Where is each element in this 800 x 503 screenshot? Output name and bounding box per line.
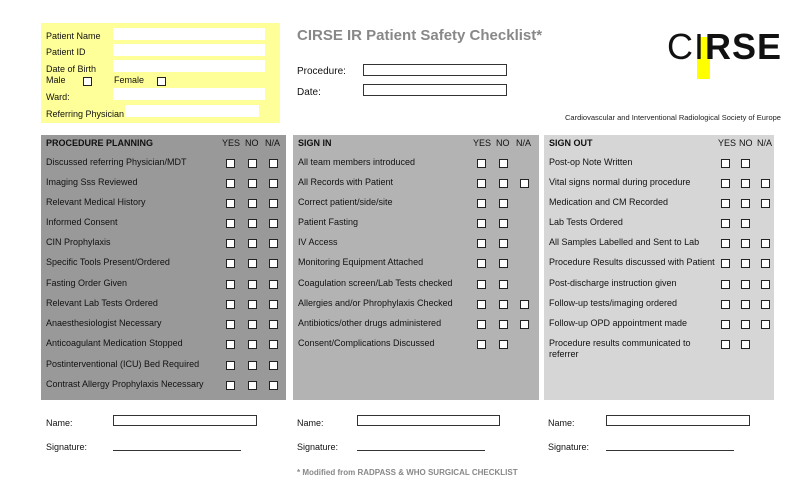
- na-checkbox[interactable]: [269, 259, 278, 268]
- yes-checkbox[interactable]: [226, 300, 235, 309]
- signature-line-2[interactable]: [357, 450, 485, 451]
- name-label-1: Name:: [46, 418, 73, 428]
- na-checkbox[interactable]: [761, 239, 770, 248]
- no-checkbox[interactable]: [248, 239, 257, 248]
- checklist-item: Post-discharge instruction given: [549, 278, 677, 288]
- checklist-item: IV Access: [298, 237, 338, 247]
- no-checkbox[interactable]: [741, 340, 750, 349]
- patient-name-field[interactable]: [113, 28, 265, 40]
- signature-line-1[interactable]: [113, 450, 241, 451]
- no-checkbox[interactable]: [741, 320, 750, 329]
- checklist-item: Patient Fasting: [298, 217, 359, 227]
- yes-checkbox[interactable]: [721, 159, 730, 168]
- yes-checkbox[interactable]: [226, 320, 235, 329]
- no-checkbox[interactable]: [248, 381, 257, 390]
- checklist-item: All team members introduced: [298, 157, 416, 167]
- yes-checkbox[interactable]: [721, 320, 730, 329]
- logo-letters-rse: RSE: [705, 26, 783, 67]
- na-checkbox[interactable]: [269, 381, 278, 390]
- yes-checkbox[interactable]: [477, 159, 486, 168]
- col-no: NO: [496, 138, 510, 148]
- yes-checkbox[interactable]: [721, 340, 730, 349]
- no-checkbox[interactable]: [741, 159, 750, 168]
- society-name: Cardiovascular and Interventional Radiological Society of Europe: [565, 113, 781, 122]
- checklist-item: Follow-up OPD appointment made: [549, 318, 688, 328]
- procedure-planning-panel: [41, 135, 286, 400]
- na-checkbox[interactable]: [520, 300, 529, 309]
- yes-checkbox[interactable]: [226, 159, 235, 168]
- logo-letter-i: I: [694, 26, 706, 67]
- no-checkbox[interactable]: [741, 179, 750, 188]
- no-checkbox[interactable]: [741, 280, 750, 289]
- checklist-item: Fasting Order Given: [46, 278, 128, 288]
- name-label-2: Name:: [297, 418, 324, 428]
- checklist-item: Procedure results communicated to: [549, 338, 691, 348]
- name-field-3[interactable]: [606, 415, 750, 426]
- yes-checkbox[interactable]: [721, 199, 730, 208]
- checklist-item: Contrast Allergy Prophylaxis Necessary: [46, 379, 204, 389]
- no-checkbox[interactable]: [248, 199, 257, 208]
- no-checkbox[interactable]: [499, 300, 508, 309]
- yes-checkbox[interactable]: [226, 199, 235, 208]
- name-label-3: Name:: [548, 418, 575, 428]
- checklist-item: Discussed referring Physician/MDT: [46, 157, 187, 167]
- checklist-item: Antibiotics/other drugs administered: [298, 318, 442, 328]
- checklist-item: All Records with Patient: [298, 177, 394, 187]
- yes-checkbox[interactable]: [226, 179, 235, 188]
- na-checkbox[interactable]: [520, 320, 529, 329]
- yes-checkbox[interactable]: [226, 340, 235, 349]
- na-checkbox[interactable]: [269, 159, 278, 168]
- name-field-2[interactable]: [357, 415, 500, 426]
- na-checkbox[interactable]: [269, 280, 278, 289]
- sign-in-panel: [293, 135, 539, 400]
- referring-physician-field[interactable]: [125, 105, 259, 117]
- patient-id-label: Patient ID: [46, 47, 86, 57]
- checklist-item: Allergies and/or Phrophylaxis Checked: [298, 298, 453, 308]
- procedure-planning-heading: PROCEDURE PLANNING: [46, 138, 154, 148]
- col-yes: YES: [473, 138, 492, 148]
- yes-checkbox[interactable]: [477, 239, 486, 248]
- yes-checkbox[interactable]: [477, 199, 486, 208]
- checklist-item: referrer: [549, 349, 579, 359]
- na-checkbox[interactable]: [761, 280, 770, 289]
- no-checkbox[interactable]: [499, 259, 508, 268]
- procedure-label: Procedure:: [297, 66, 346, 77]
- col-yes: YES: [222, 138, 241, 148]
- no-checkbox[interactable]: [499, 179, 508, 188]
- yes-checkbox[interactable]: [477, 320, 486, 329]
- no-checkbox[interactable]: [499, 239, 508, 248]
- col-no: NO: [245, 138, 259, 148]
- female-checkbox[interactable]: [157, 77, 166, 86]
- yes-checkbox[interactable]: [477, 179, 486, 188]
- na-checkbox[interactable]: [269, 361, 278, 370]
- checklist-item: Postinterventional (ICU) Bed Required: [46, 359, 200, 369]
- dob-field[interactable]: [113, 60, 265, 72]
- checklist-item: Relevant Lab Tests Ordered: [46, 298, 158, 308]
- sign-in-heading: SIGN IN: [298, 138, 332, 148]
- no-checkbox[interactable]: [248, 280, 257, 289]
- checklist-item: Post-op Note Written: [549, 157, 633, 167]
- no-checkbox[interactable]: [499, 219, 508, 228]
- logo-letter-c: C: [667, 26, 694, 67]
- na-checkbox[interactable]: [269, 320, 278, 329]
- referring-physician-label: Referring Physician: [46, 109, 125, 119]
- signature-label-2: Signature:: [297, 442, 339, 452]
- yes-checkbox[interactable]: [477, 219, 486, 228]
- yes-checkbox[interactable]: [477, 280, 486, 289]
- na-checkbox[interactable]: [761, 300, 770, 309]
- patient-id-field[interactable]: [113, 44, 265, 56]
- col-na: N/A: [265, 138, 281, 148]
- yes-checkbox[interactable]: [477, 259, 486, 268]
- checklist-item: Vital signs normal during procedure: [549, 177, 691, 187]
- yes-checkbox[interactable]: [226, 361, 235, 370]
- na-checkbox[interactable]: [761, 179, 770, 188]
- checklist-item: Follow-up tests/imaging ordered: [549, 298, 678, 308]
- na-checkbox[interactable]: [269, 199, 278, 208]
- no-checkbox[interactable]: [248, 340, 257, 349]
- yes-checkbox[interactable]: [226, 219, 235, 228]
- sign-out-panel: [544, 135, 774, 400]
- no-checkbox[interactable]: [248, 219, 257, 228]
- date-field[interactable]: [363, 84, 507, 96]
- no-checkbox[interactable]: [248, 300, 257, 309]
- no-checkbox[interactable]: [499, 159, 508, 168]
- col-na: N/A: [757, 138, 773, 148]
- checklist-item: Correct patient/side/site: [298, 197, 393, 207]
- cirse-logo: [667, 26, 782, 68]
- no-checkbox[interactable]: [499, 340, 508, 349]
- na-checkbox[interactable]: [761, 199, 770, 208]
- no-checkbox[interactable]: [741, 259, 750, 268]
- no-checkbox[interactable]: [741, 199, 750, 208]
- yes-checkbox[interactable]: [477, 300, 486, 309]
- col-no: NO: [739, 138, 753, 148]
- footnote: * Modified from RADPASS & WHO SURGICAL CHECKLIST: [297, 468, 518, 477]
- yes-checkbox[interactable]: [226, 259, 235, 268]
- checklist-item: CIN Prophylaxis: [46, 237, 111, 247]
- yes-checkbox[interactable]: [721, 259, 730, 268]
- no-checkbox[interactable]: [741, 300, 750, 309]
- na-checkbox[interactable]: [269, 300, 278, 309]
- signature-label-1: Signature:: [46, 442, 88, 452]
- no-checkbox[interactable]: [499, 320, 508, 329]
- male-checkbox[interactable]: [83, 77, 92, 86]
- no-checkbox[interactable]: [248, 320, 257, 329]
- yes-checkbox[interactable]: [226, 239, 235, 248]
- name-field-1[interactable]: [113, 415, 257, 426]
- yes-checkbox[interactable]: [226, 381, 235, 390]
- checklist-item: Informed Consent: [46, 217, 118, 227]
- checklist-item: Lab Tests Ordered: [549, 217, 623, 227]
- col-yes: YES: [718, 138, 737, 148]
- male-label: Male: [46, 75, 66, 85]
- checklist-item: Monitoring Equipment Attached: [298, 257, 424, 267]
- ward-field[interactable]: [113, 88, 265, 100]
- na-checkbox[interactable]: [761, 320, 770, 329]
- no-checkbox[interactable]: [248, 361, 257, 370]
- checklist-item: Medication and CM Recorded: [549, 197, 669, 207]
- col-na: N/A: [516, 138, 532, 148]
- signature-line-3[interactable]: [606, 450, 734, 451]
- signature-label-3: Signature:: [548, 442, 590, 452]
- patient-name-label: Patient Name: [46, 31, 101, 41]
- na-checkbox[interactable]: [269, 239, 278, 248]
- checklist-item: Consent/Complications Discussed: [298, 338, 435, 348]
- page-title: CIRSE IR Patient Safety Checklist*: [297, 27, 543, 44]
- yes-checkbox[interactable]: [477, 340, 486, 349]
- checklist-item: All Samples Labelled and Sent to Lab: [549, 237, 700, 247]
- na-checkbox[interactable]: [269, 219, 278, 228]
- no-checkbox[interactable]: [248, 259, 257, 268]
- yes-checkbox[interactable]: [721, 280, 730, 289]
- na-checkbox[interactable]: [269, 340, 278, 349]
- yes-checkbox[interactable]: [721, 239, 730, 248]
- female-label: Female: [114, 75, 145, 85]
- checklist-item: Anticoagulant Medication Stopped: [46, 338, 183, 348]
- procedure-field[interactable]: [363, 64, 507, 76]
- ward-label: Ward:: [46, 92, 70, 102]
- checklist-item: Anaesthesiologist Necessary: [46, 318, 162, 328]
- no-checkbox[interactable]: [741, 239, 750, 248]
- date-label: Date:: [297, 87, 321, 98]
- no-checkbox[interactable]: [741, 219, 750, 228]
- patient-info-box: [41, 23, 280, 123]
- no-checkbox[interactable]: [499, 280, 508, 289]
- yes-checkbox[interactable]: [226, 280, 235, 289]
- no-checkbox[interactable]: [248, 179, 257, 188]
- checklist-item: Specific Tools Present/Ordered: [46, 257, 170, 267]
- na-checkbox[interactable]: [761, 259, 770, 268]
- checklist-item: Imaging Sss Reviewed: [46, 177, 138, 187]
- yes-checkbox[interactable]: [721, 300, 730, 309]
- yes-checkbox[interactable]: [721, 219, 730, 228]
- sign-out-heading: SIGN OUT: [549, 138, 593, 148]
- yes-checkbox[interactable]: [721, 179, 730, 188]
- no-checkbox[interactable]: [248, 159, 257, 168]
- na-checkbox[interactable]: [269, 179, 278, 188]
- na-checkbox[interactable]: [520, 179, 529, 188]
- checklist-item: Relevant Medical History: [46, 197, 146, 207]
- dob-label: Date of Birth: [46, 64, 97, 74]
- no-checkbox[interactable]: [499, 199, 508, 208]
- checklist-item: Procedure Results discussed with Patient: [549, 257, 715, 267]
- checklist-item: Coagulation screen/Lab Tests checked: [298, 278, 453, 288]
